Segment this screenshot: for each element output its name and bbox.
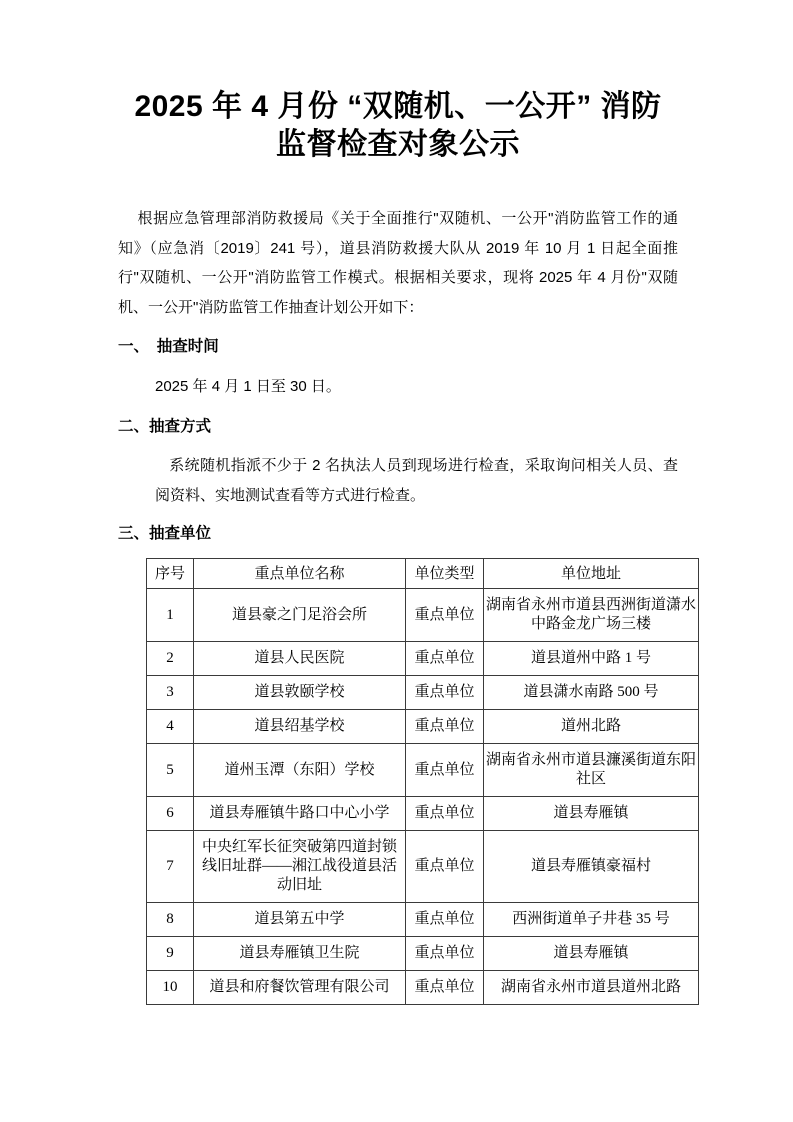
- cell-seq: 3: [147, 676, 194, 710]
- inspection-units-table: [146, 558, 699, 1005]
- cell-unit-name: 道州玉潭（东阳）学校: [194, 744, 406, 797]
- cell-unit-address: 道州北路: [484, 710, 699, 744]
- cell-seq: 10: [147, 971, 194, 1005]
- cell-unit-name: 道县和府餐饮管理有限公司: [194, 971, 406, 1005]
- section-heading-inspection-method: 二、抽查方式: [118, 418, 212, 435]
- cell-unit-name: 道县寿雁镇牛路口中心小学: [194, 797, 406, 831]
- cell-unit-type: 重点单位: [406, 797, 484, 831]
- table-row: [147, 710, 699, 744]
- cell-unit-address: 道县寿雁镇: [484, 937, 699, 971]
- cell-unit-type: 重点单位: [406, 676, 484, 710]
- table-row: [147, 642, 699, 676]
- table-row: [147, 797, 699, 831]
- page-title-line2: 监督检查对象公示: [276, 128, 520, 161]
- cell-unit-name: 道县寿雁镇卫生院: [194, 937, 406, 971]
- table-row: [147, 903, 699, 937]
- cell-unit-name: 道县第五中学: [194, 903, 406, 937]
- cell-unit-type: 重点单位: [406, 710, 484, 744]
- cell-unit-address: 湖南省永州市道县西洲街道潇水中路金龙广场三楼: [484, 589, 699, 642]
- cell-unit-name: 道县豪之门足浴会所: [194, 589, 406, 642]
- cell-seq: 9: [147, 937, 194, 971]
- cell-seq: 6: [147, 797, 194, 831]
- table-row: [147, 744, 699, 797]
- column-header-unit-address: 单位地址: [484, 559, 699, 589]
- cell-unit-address: 西洲街道单子井巷 35 号: [484, 903, 699, 937]
- cell-unit-name: 中央红军长征突破第四道封锁线旧址群——湘江战役道县活动旧址: [194, 831, 406, 903]
- table-row: [147, 676, 699, 710]
- cell-unit-type: 重点单位: [406, 642, 484, 676]
- section-body-inspection-time: 2025 年 4 月 1 日至 30 日。: [155, 378, 341, 395]
- section-body-inspection-method: 系统随机指派不少于 2 名执法人员到现场进行检查，采取询问相关人员、查阅资料、实地测试查看等方式进行检查。: [155, 457, 678, 504]
- table-row: [147, 589, 699, 642]
- page-title: [118, 88, 678, 164]
- table-header-row: [147, 559, 699, 589]
- table-row: [147, 971, 699, 1005]
- column-header-seq: 序号: [147, 559, 194, 589]
- cell-unit-type: 重点单位: [406, 831, 484, 903]
- cell-seq: 4: [147, 710, 194, 744]
- cell-unit-address: 道县寿雁镇: [484, 797, 699, 831]
- section-heading-inspection-time: 一、 抽查时间: [118, 338, 219, 355]
- cell-unit-type: 重点单位: [406, 589, 484, 642]
- intro-paragraph: 根据应急管理部消防救援局《关于全面推行"双随机、一公开"消防监管工作的通知》（应急消〔2019〕241 号），道县消防救援大队从 2019 年 10 月 1 日起全面推行"双随机、一公开"消防监管工作模式。根据相关要求，现将 2025 年 4 月份"双随机、一公开"消防监管工作抽查计划公开如下：: [118, 210, 678, 316]
- cell-unit-address: 道县道州中路 1 号: [484, 642, 699, 676]
- page-title-line1: 2025 年 4 月份 “双随机、一公开” 消防: [134, 90, 662, 123]
- cell-unit-type: 重点单位: [406, 744, 484, 797]
- cell-seq: 5: [147, 744, 194, 797]
- cell-unit-name: 道县敦颐学校: [194, 676, 406, 710]
- cell-unit-address: 道县寿雁镇豪福村: [484, 831, 699, 903]
- cell-unit-name: 道县人民医院: [194, 642, 406, 676]
- cell-seq: 7: [147, 831, 194, 903]
- column-header-unit-type: 单位类型: [406, 559, 484, 589]
- cell-unit-address: 湖南省永州市道县道州北路: [484, 971, 699, 1005]
- table-row: [147, 831, 699, 903]
- cell-seq: 2: [147, 642, 194, 676]
- column-header-unit-name: 重点单位名称: [194, 559, 406, 589]
- table-row: [147, 937, 699, 971]
- cell-unit-type: 重点单位: [406, 971, 484, 1005]
- cell-unit-address: 湖南省永州市道县濂溪街道东阳社区: [484, 744, 699, 797]
- cell-unit-name: 道县绍基学校: [194, 710, 406, 744]
- cell-seq: 8: [147, 903, 194, 937]
- cell-seq: 1: [147, 589, 194, 642]
- cell-unit-type: 重点单位: [406, 903, 484, 937]
- cell-unit-type: 重点单位: [406, 937, 484, 971]
- section-heading-inspection-units: 三、抽查单位: [118, 525, 212, 542]
- cell-unit-address: 道县潇水南路 500 号: [484, 676, 699, 710]
